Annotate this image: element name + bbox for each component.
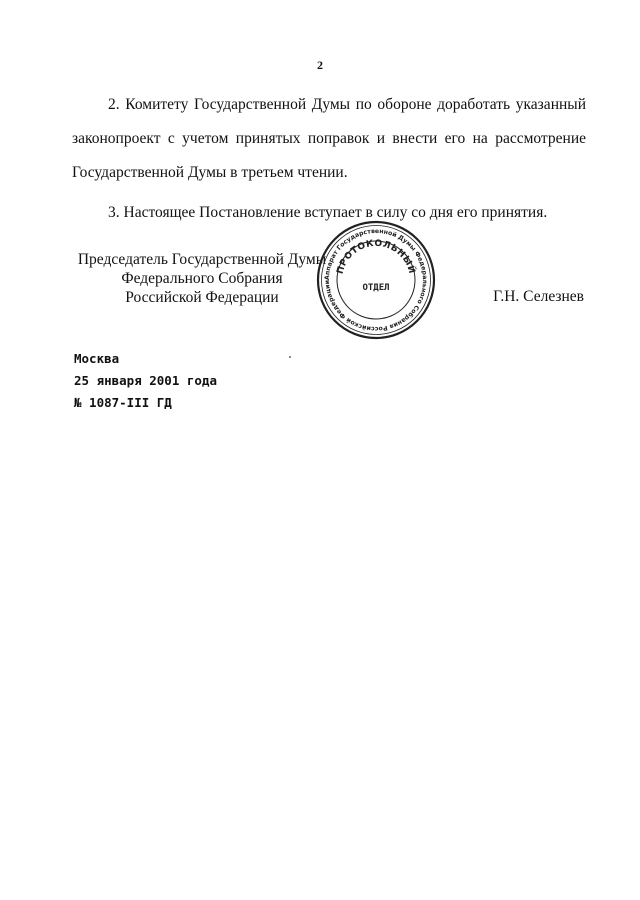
document-number: № 1087-III ГД [74,395,172,410]
paragraph-3: 3. Настоящее Постановление вступает в силу со дня его принятия. [108,204,548,221]
date: 25 января 2001 года [74,373,217,388]
signer-name: Г.Н. Селезнев [493,288,584,305]
signatory-title-line: Председатель Государственной Думы [77,251,327,268]
signatory-title-line: Федерального Собрания [121,270,283,287]
seal-center-bottom-text: ОТДЕЛ [362,283,390,293]
page-number: 2 [317,58,323,72]
signatory-title [72,250,332,307]
signatory-title-line: Российской Федерации [125,289,279,306]
seal-ring-text: Аппарат Государственной Думы Федерального Собрания Российской Федерации [323,227,429,333]
scan-speck [289,356,291,358]
city: Москва [74,351,120,366]
paragraph-2: 2. Комитету Государственной Думы по обороне доработать указанный законопроект с учетом принятых поправок и внести его на рассмотрение Государственной Думы в третьем чтении. [72,96,586,181]
official-seal-stamp [314,218,438,342]
place-date-block [74,348,217,414]
seal-center-top-text: ПРОТОКОЛЬНЫЙ [335,238,417,276]
